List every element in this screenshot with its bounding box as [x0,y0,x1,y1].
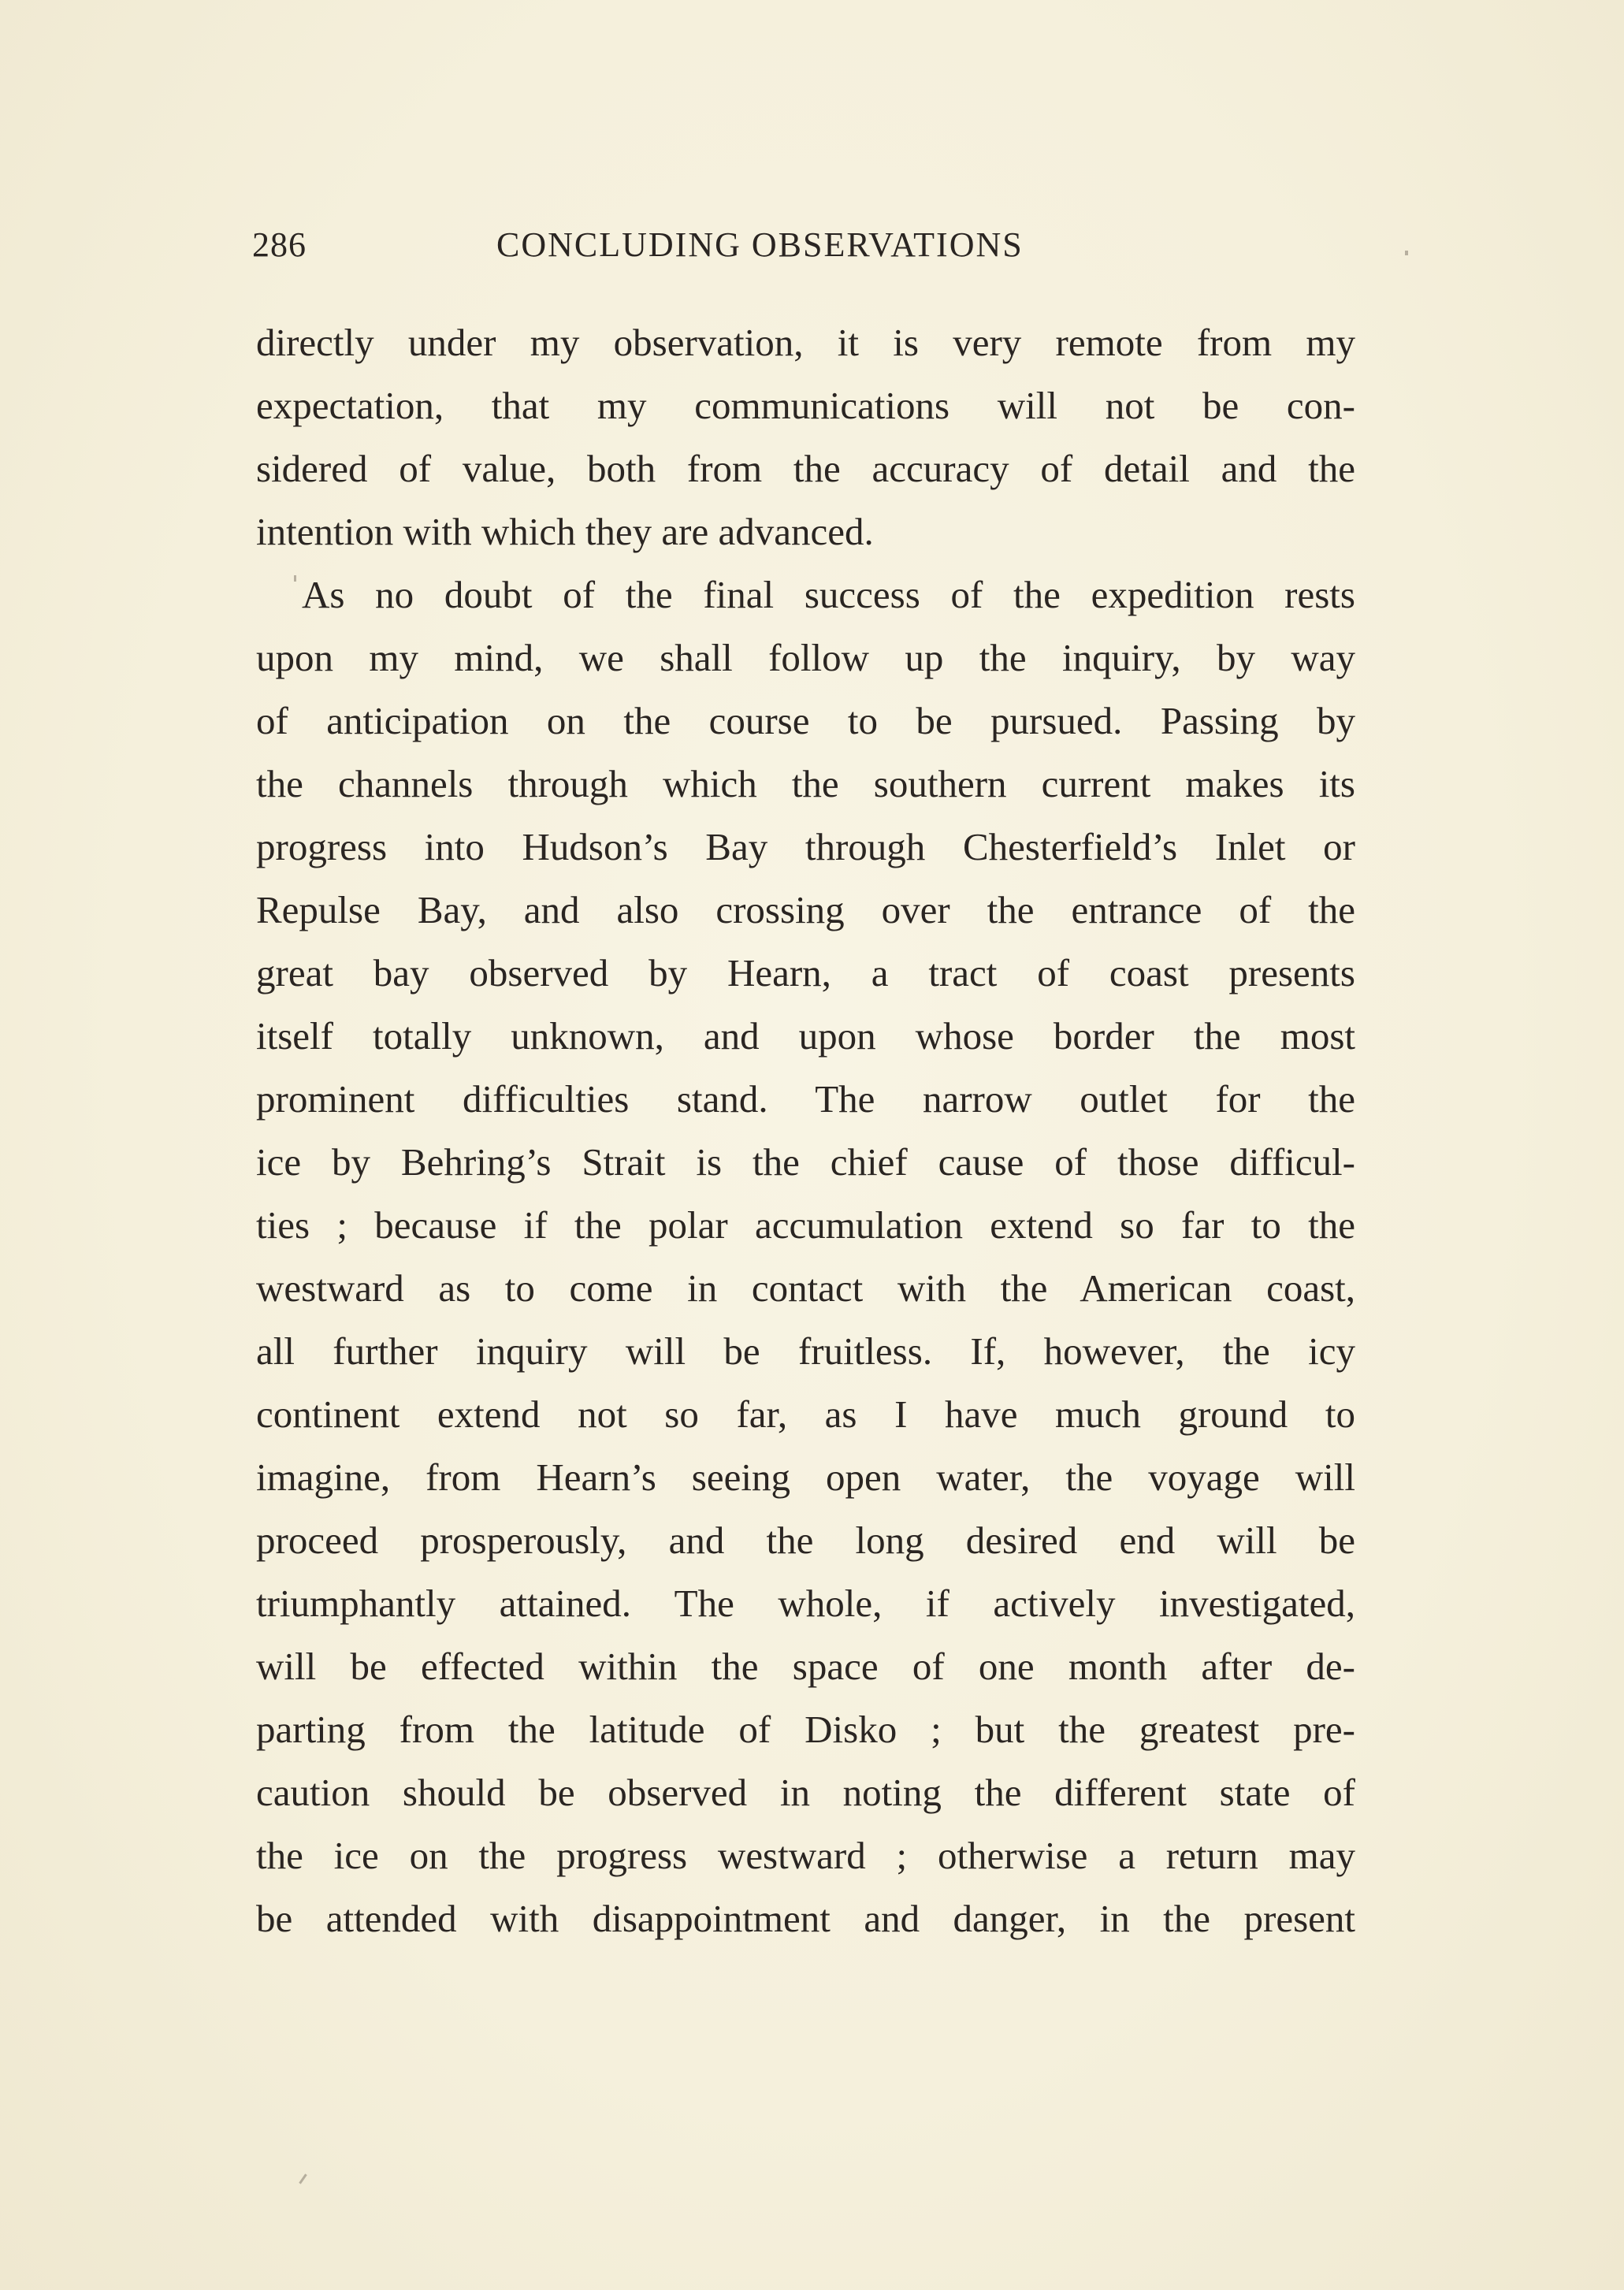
text-line: expectation, that my communications will not be con- [256,384,1355,427]
text-line: ties ; because if the polar accumulation extend so far to the [256,1203,1355,1247]
text-line: great bay observed by Hearn, a tract of coast presents [256,951,1355,994]
text-line: prominent difficulties stand. The narrow outlet for the [256,1077,1355,1121]
running-title: CONCLUDING OBSERVATIONS [496,225,1024,264]
text-line: caution should be observed in noting the different state of [256,1771,1355,1814]
text-line: parting from the latitude of Disko ; but the greatest pre- [256,1708,1355,1751]
text-line: all further inquiry will be fruitless. If, however, the icy [256,1329,1355,1373]
text-line: proceed prosperously, and the long desired end will be [256,1519,1355,1562]
paper-speck [1405,251,1408,255]
text-line: progress into Hudson’s Bay through Chesterfield’s Inlet or [256,825,1355,868]
text-line: upon my mind, we shall follow up the inquiry, by way [256,636,1355,679]
body-text [256,311,1355,1950]
text-line: the ice on the progress westward ; otherwise a return may [256,1834,1355,1877]
text-line: sidered of value, both from the accuracy of detail and the [256,447,1355,490]
page-number: 286 [252,225,307,264]
text-line: westward as to come in contact with the American coast, [256,1266,1355,1310]
text-line: triumphantly attained. The whole, if actively investigated, [256,1582,1355,1625]
text-line: itself totally unknown, and upon whose border the most [256,1014,1355,1058]
text-line: As no doubt of the final success of the expedition rests [302,573,1355,616]
text-line: imagine, from Hearn’s seeing open water, the voyage will [256,1455,1355,1499]
text-line: Repulse Bay, and also crossing over the entrance of the [256,888,1355,931]
text-line: of anticipation on the course to be pursued. Passing by [256,699,1355,742]
paper-speck [294,575,296,582]
text-line: the channels through which the southern current makes its [256,762,1355,805]
running-head [252,225,1103,272]
paper-speck [299,2173,307,2184]
text-line: will be effected within the space of one month after de- [256,1645,1355,1688]
text-line: continent extend not so far, as I have much ground to [256,1392,1355,1436]
text-line: ice by Behring’s Strait is the chief cause of those difficul- [256,1140,1355,1184]
text-line: intention with which they are advanced. [256,510,874,553]
text-line: directly under my observation, it is very remote from my [256,321,1355,364]
text-line: be attended with disappointment and danger, in the present [256,1897,1355,1940]
